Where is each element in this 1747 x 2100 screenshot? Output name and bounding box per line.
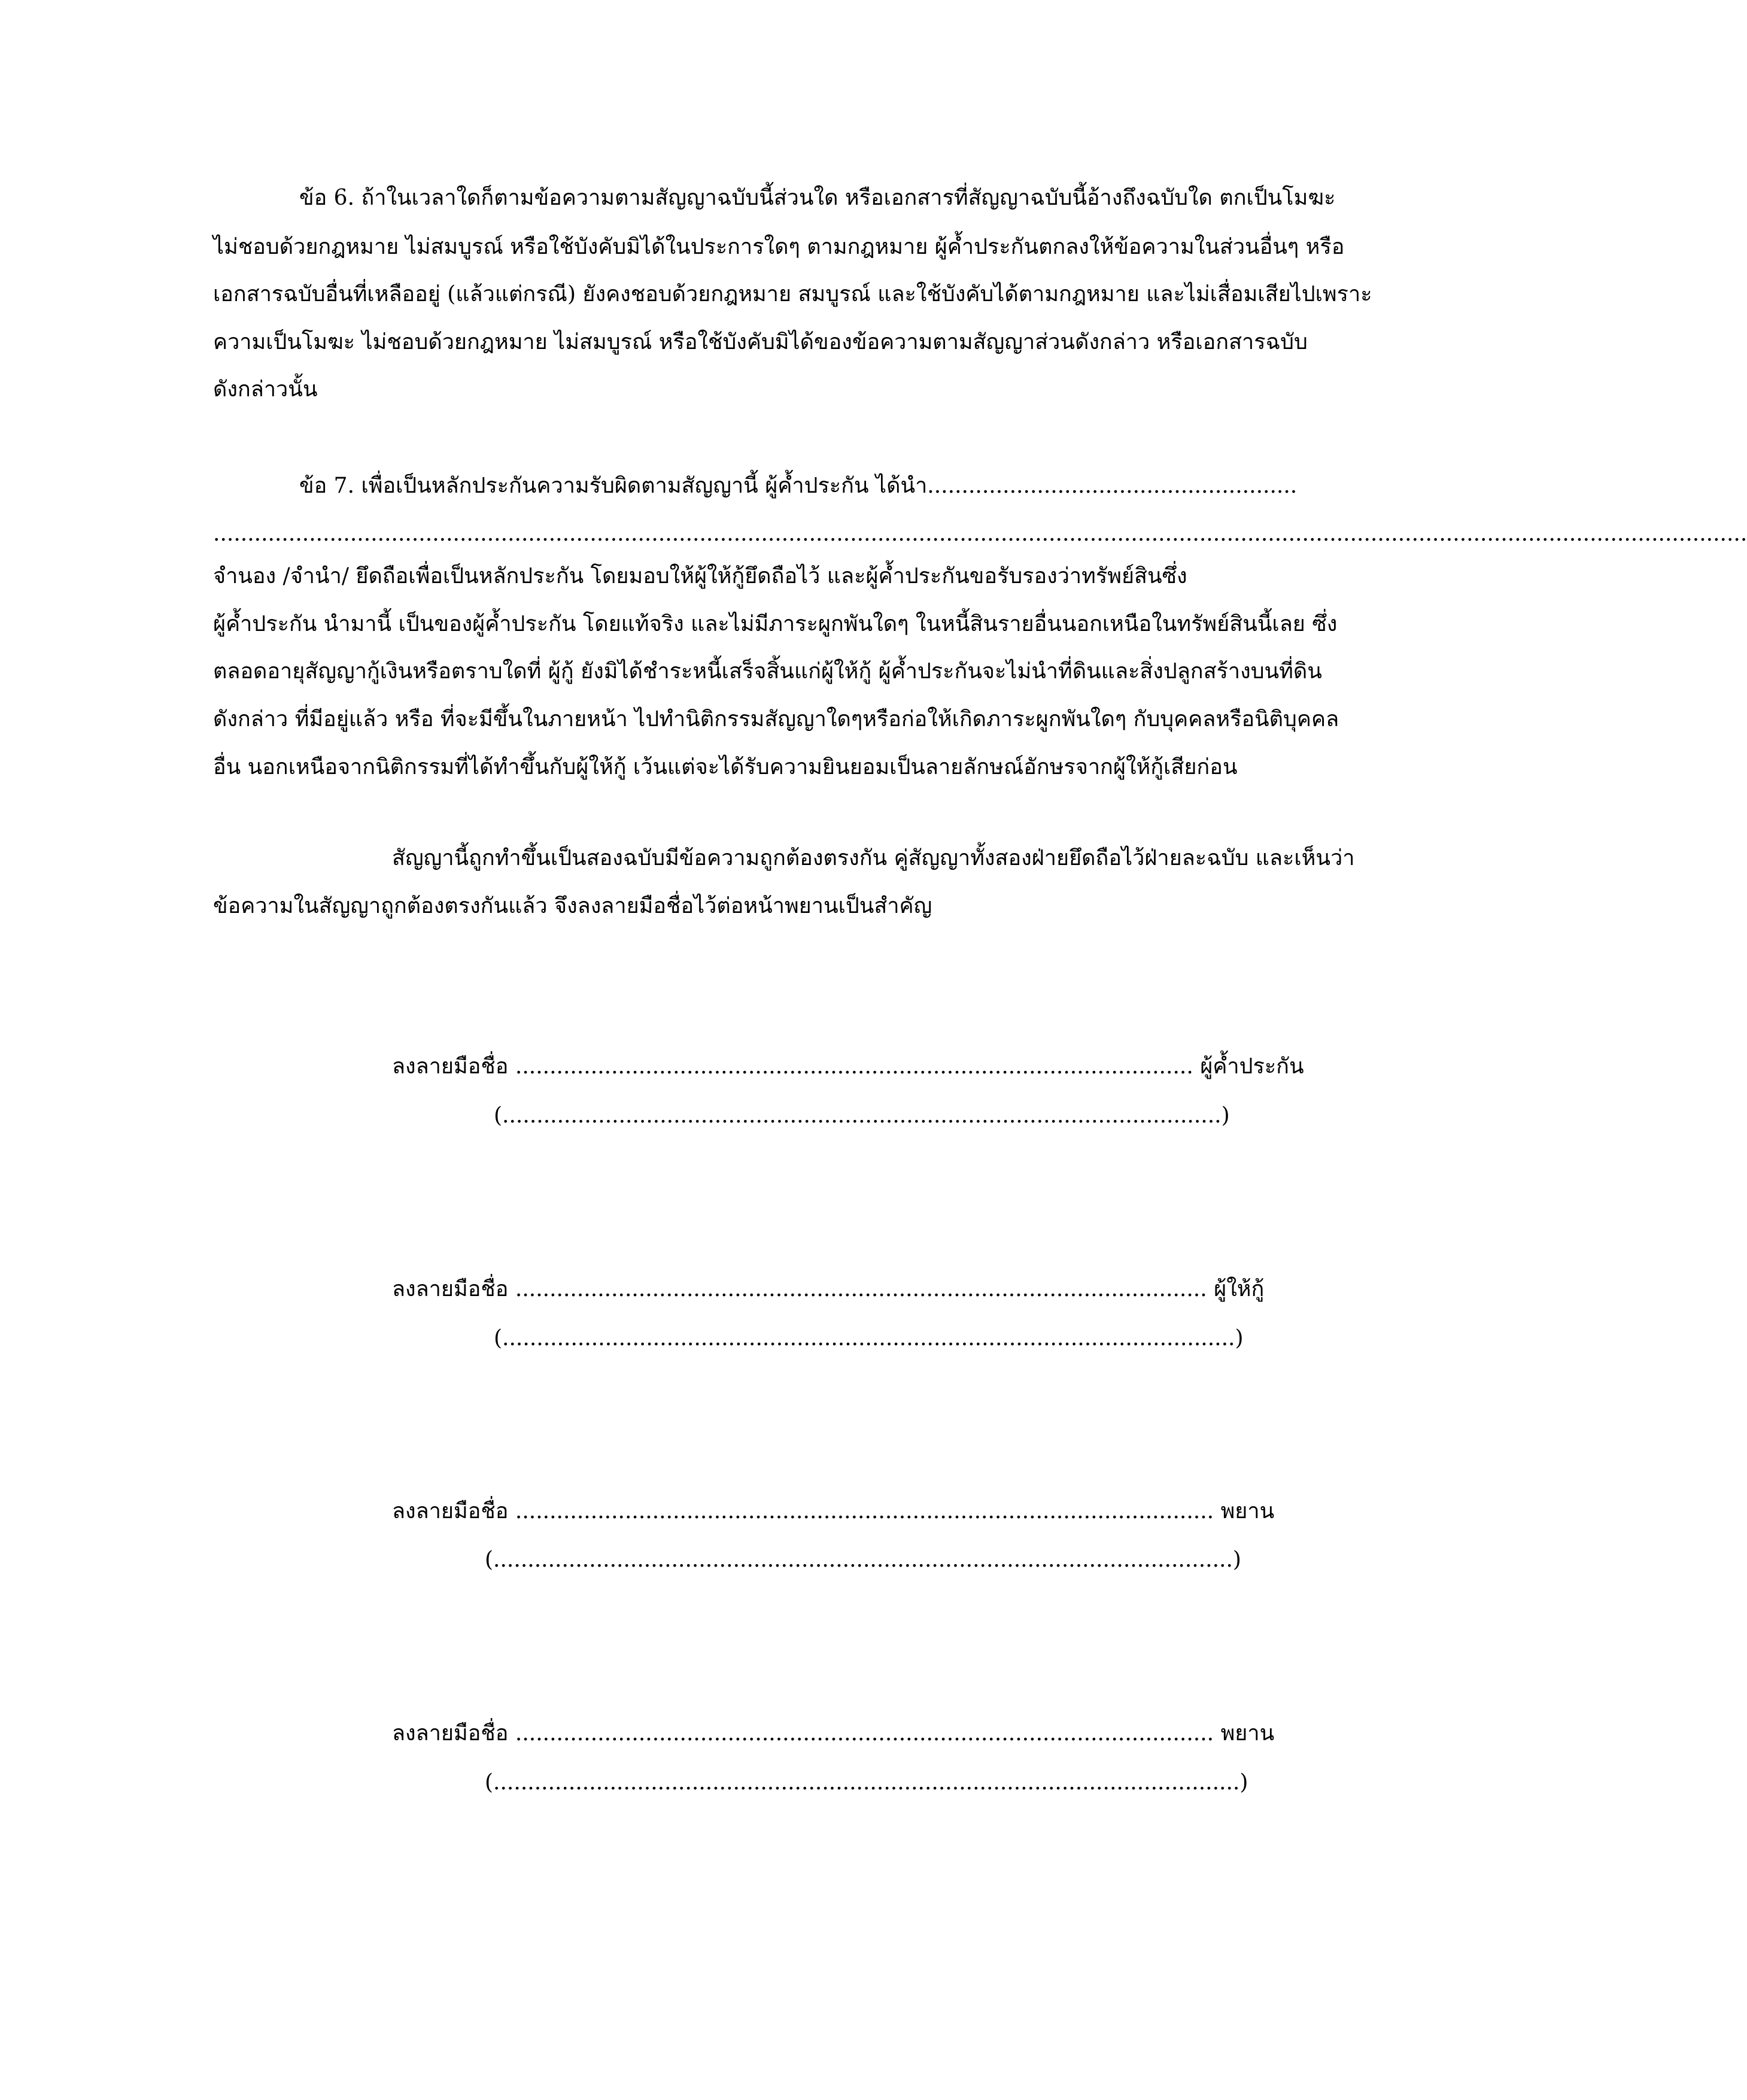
signature-role: ผู้ให้กู้ [1214, 1277, 1265, 1301]
clause7-dotted-line: ................................................................................................................................................................................................................................ [213, 521, 1747, 546]
signature-name-line-guarantor: (.........................................................................................................) [494, 1103, 1230, 1128]
signature-dots: ................................................................................................... [515, 1054, 1193, 1079]
clause6-line-5: ดังกล่าวนั้น [213, 377, 318, 402]
signature-prefix: ลงลายมือชื่อ [392, 1054, 509, 1079]
signature-block-witness-2 [392, 1718, 1274, 1749]
signature-name-line-witness-2: (.............................................................................................................) [485, 1770, 1248, 1795]
signature-block-guarantor [392, 1051, 1304, 1082]
signature-dots: ...................................................................................................... [515, 1499, 1214, 1524]
signature-dots: ...................................................................................................... [515, 1721, 1214, 1746]
closing-line-2: ข้อความในสัญญาถูกต้องตรงกันแล้ว จึงลงลายมือชื่อไว้ต่อหน้าพยานเป็นสำคัญ [213, 894, 932, 918]
clause7-line-2: ผู้ค้ำประกัน นำมานี้ เป็นของผู้ค้ำประกัน โดยแท้จริง และไม่มีภาระผูกพันใดๆ ในหนี้สินรายอื่นนอกเหนือในทรัพย์สินนี้เลย ซึ่ง [213, 612, 1338, 636]
signature-role: ผู้ค้ำประกัน [1200, 1054, 1304, 1079]
signature-prefix: ลงลายมือชื่อ [392, 1721, 509, 1746]
closing-line-1: สัญญานี้ถูกทำขึ้นเป็นสองฉบับมีข้อความถูกต้องตรงกัน คู่สัญญาทั้งสองฝ่ายยึดถือไว้ฝ่ายละฉบับ และเห็นว่า [392, 846, 1355, 870]
signature-block-witness-1 [392, 1496, 1274, 1527]
signature-block-lender [392, 1274, 1264, 1305]
clause7-line-5: อื่น นอกเหนือจากนิติกรรมที่ได้ทำขึ้นกับผู้ให้กู้ เว้นแต่จะได้รับความยินยอมเป็นลายลักษณ์อักษรจากผู้ให้กู้เสียก่อน [213, 755, 1238, 779]
signature-prefix: ลงลายมือชื่อ [392, 1277, 509, 1301]
signature-name-line-witness-1: (............................................................................................................) [485, 1547, 1241, 1572]
signature-name-line-lender: (...........................................................................................................) [494, 1326, 1244, 1351]
clause7-line-4: ดังกล่าว ที่มีอยู่แล้ว หรือ ที่จะมีขึ้นในภายหน้า ไปทำนิติกรรมสัญญาใดๆหรือก่อให้เกิดภาระผูกพันใดๆ กับบุคคลหรือนิติบุคคล [213, 707, 1339, 732]
signature-dots: ..................................................................................................... [515, 1277, 1207, 1301]
clause7-line-3: ตลอดอายุสัญญากู้เงินหรือตราบใดที่ ผู้กู้ ยังมิได้ชำระหนี้เสร็จสิ้นแก่ผู้ให้กู้ ผู้ค้ำประกันจะไม่นำที่ดินและสิ่งปลูกสร้างบนที่ดิน [213, 659, 1322, 684]
signature-role: พยาน [1220, 1499, 1275, 1524]
signature-role: พยาน [1220, 1721, 1275, 1746]
clause6-line-4: ความเป็นโมฆะ ไม่ชอบด้วยกฎหมาย ไม่สมบูรณ์ หรือใช้บังคับมิได้ของข้อความตามสัญญาส่วนดังกล่าว หรือเอกสารฉบับ [213, 330, 1308, 354]
clause7-line-1: จำนอง /จำนำ/ ยึดถือเพื่อเป็นหลักประกัน โดยมอบให้ผู้ให้กู้ยึดถือไว้ และผู้ค้ำประกันขอรับรองว่าทรัพย์สินซึ่ง [213, 564, 1187, 588]
signature-prefix: ลงลายมือชื่อ [392, 1499, 509, 1524]
clause6-line-3: เอกสารฉบับอื่นที่เหลืออยู่ (แล้วแต่กรณี) ยังคงชอบด้วยกฎหมาย สมบูรณ์ และใช้บังคับได้ตามกฎหมาย และไม่เสื่อมเสียไปเพราะ [213, 282, 1372, 306]
clause6-line-2: ไม่ชอบด้วยกฎหมาย ไม่สมบูรณ์ หรือใช้บังคับมิได้ในประการใดๆ ตามกฎหมาย ผู้ค้ำประกันตกลงให้ข้อความในส่วนอื่นๆ หรือ [213, 235, 1345, 259]
clause6-line-1: ข้อ 6. ถ้าในเวลาใดก็ตามข้อความตามสัญญาฉบับนี้ส่วนใด หรือเอกสารที่สัญญาฉบับนี้อ้างถึงฉบับใด ตกเป็นโมฆะ [299, 186, 1336, 210]
clause7-first-line: ข้อ 7. เพื่อเป็นหลักประกันความรับผิดตามสัญญานี้ ผู้ค้ำประกัน ได้นำ...................................................... [299, 474, 1298, 498]
